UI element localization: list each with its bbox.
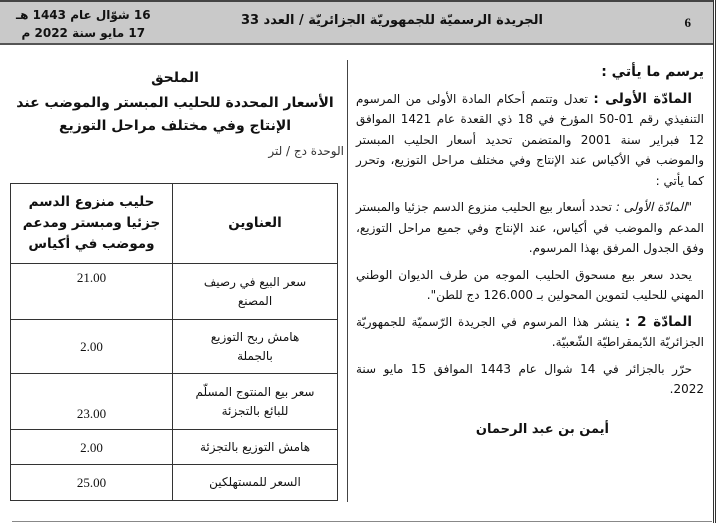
signature: أيمن بن عبد الرحمان: [475, 421, 609, 437]
table-row: [11, 465, 338, 501]
article-2-text: ينشر هذا المرسوم في الجريدة الرّسميّة للجمهوريّة الجزائريّة الدّيمقراطيّة الشّعبيّة.: [356, 314, 704, 349]
article-2-label: المادّة 2 :: [624, 313, 692, 330]
date-gregorian: 17 مايو سنة 2022 م: [21, 26, 146, 40]
table-row: [11, 320, 338, 374]
footer-rule: [12, 521, 712, 522]
decree-intro: يرسم ما يأتي :: [601, 64, 704, 80]
issue-date: [16, 6, 151, 42]
decree-column: [356, 62, 704, 446]
page-number: 6: [684, 15, 691, 30]
article-2: [356, 312, 704, 353]
annex-column: [6, 70, 344, 158]
row-value: 25.00: [11, 465, 173, 501]
row-value: 2.00: [11, 320, 173, 374]
quoted-article-text: تحدد أسعار بيع الحليب منزوع الدسم جزئيا والمبستر المدعم والموضب في أكياس، عند الإنتاج وفي جميع مراحل التوزيع، وفق الجدول المرفق بهذا المرسوم.: [356, 200, 704, 255]
powder-price-paragraph: يحدد سعر بيع مسحوق الحليب الموجه من طرف الديوان الوطني المهني للحليب لتموين المحولين بـ 126.000 دج للطن".: [356, 267, 704, 302]
done-at: حرّر بالجزائر في 14 شوال عام 1443 الموافق 15 مايو سنة 2022.: [356, 361, 704, 396]
table-row: [11, 430, 338, 465]
row-value: 23.00: [11, 374, 173, 430]
row-value: 2.00: [11, 430, 173, 465]
column-header-items: العناوين: [173, 184, 338, 264]
article-1: [356, 89, 704, 192]
quoted-article-label: "المادّة الأولى :: [615, 200, 692, 214]
table-row: [11, 374, 338, 430]
date-hijri: 16 شوّال عام 1443 هـ: [16, 8, 151, 22]
journal-title: الجريدة الرسميّة للجمهوريّة الجزائريّة / العدد 33: [240, 13, 543, 28]
column-header-milk: حليب منزوع الدسم جزئيا ومبستر ومدعم وموضب في أكياس: [11, 184, 173, 264]
row-value: 21.00: [11, 264, 173, 320]
row-label: سعر بيع المنتوج المسلّم للبائع بالتجزئة: [173, 374, 338, 430]
quoted-article: [356, 197, 704, 259]
row-label: سعر البيع في رصيف المصنع: [173, 264, 338, 320]
page-header: [0, 0, 713, 45]
row-label: السعر للمستهلكين: [173, 465, 338, 501]
column-divider: [347, 60, 348, 502]
row-label: هامش ربح التوزيع بالجملة: [173, 320, 338, 374]
annex-label: الملحق: [151, 70, 199, 86]
annex-title: الأسعار المحددة للحليب المبستر والموضب عند الإنتاج وفي مختلف مراحل التوزيع: [16, 95, 334, 134]
price-table: [10, 183, 338, 501]
article-1-text: تعدل وتتمم أحكام المادة الأولى من المرسوم التنفيذي رقم 01-50 المؤرخ في 18 ذي القعدة عام 1421 الموافق 12 فبراير سنة 2001 والمتضمن تحديد أسعار الحليب المبستر والموضب في الأكياس عند الإنتاج وفي مختلف مراحل التوزيع، وتحرر كما يأتي :: [356, 91, 705, 188]
article-1-label: المادّة الأولى :: [593, 90, 692, 107]
table-header-row: [11, 184, 338, 264]
unit-label: الوحدة دج / لتر: [268, 144, 344, 158]
row-label: هامش التوزيع بالتجزئة: [173, 430, 338, 465]
table-row: [11, 264, 338, 320]
